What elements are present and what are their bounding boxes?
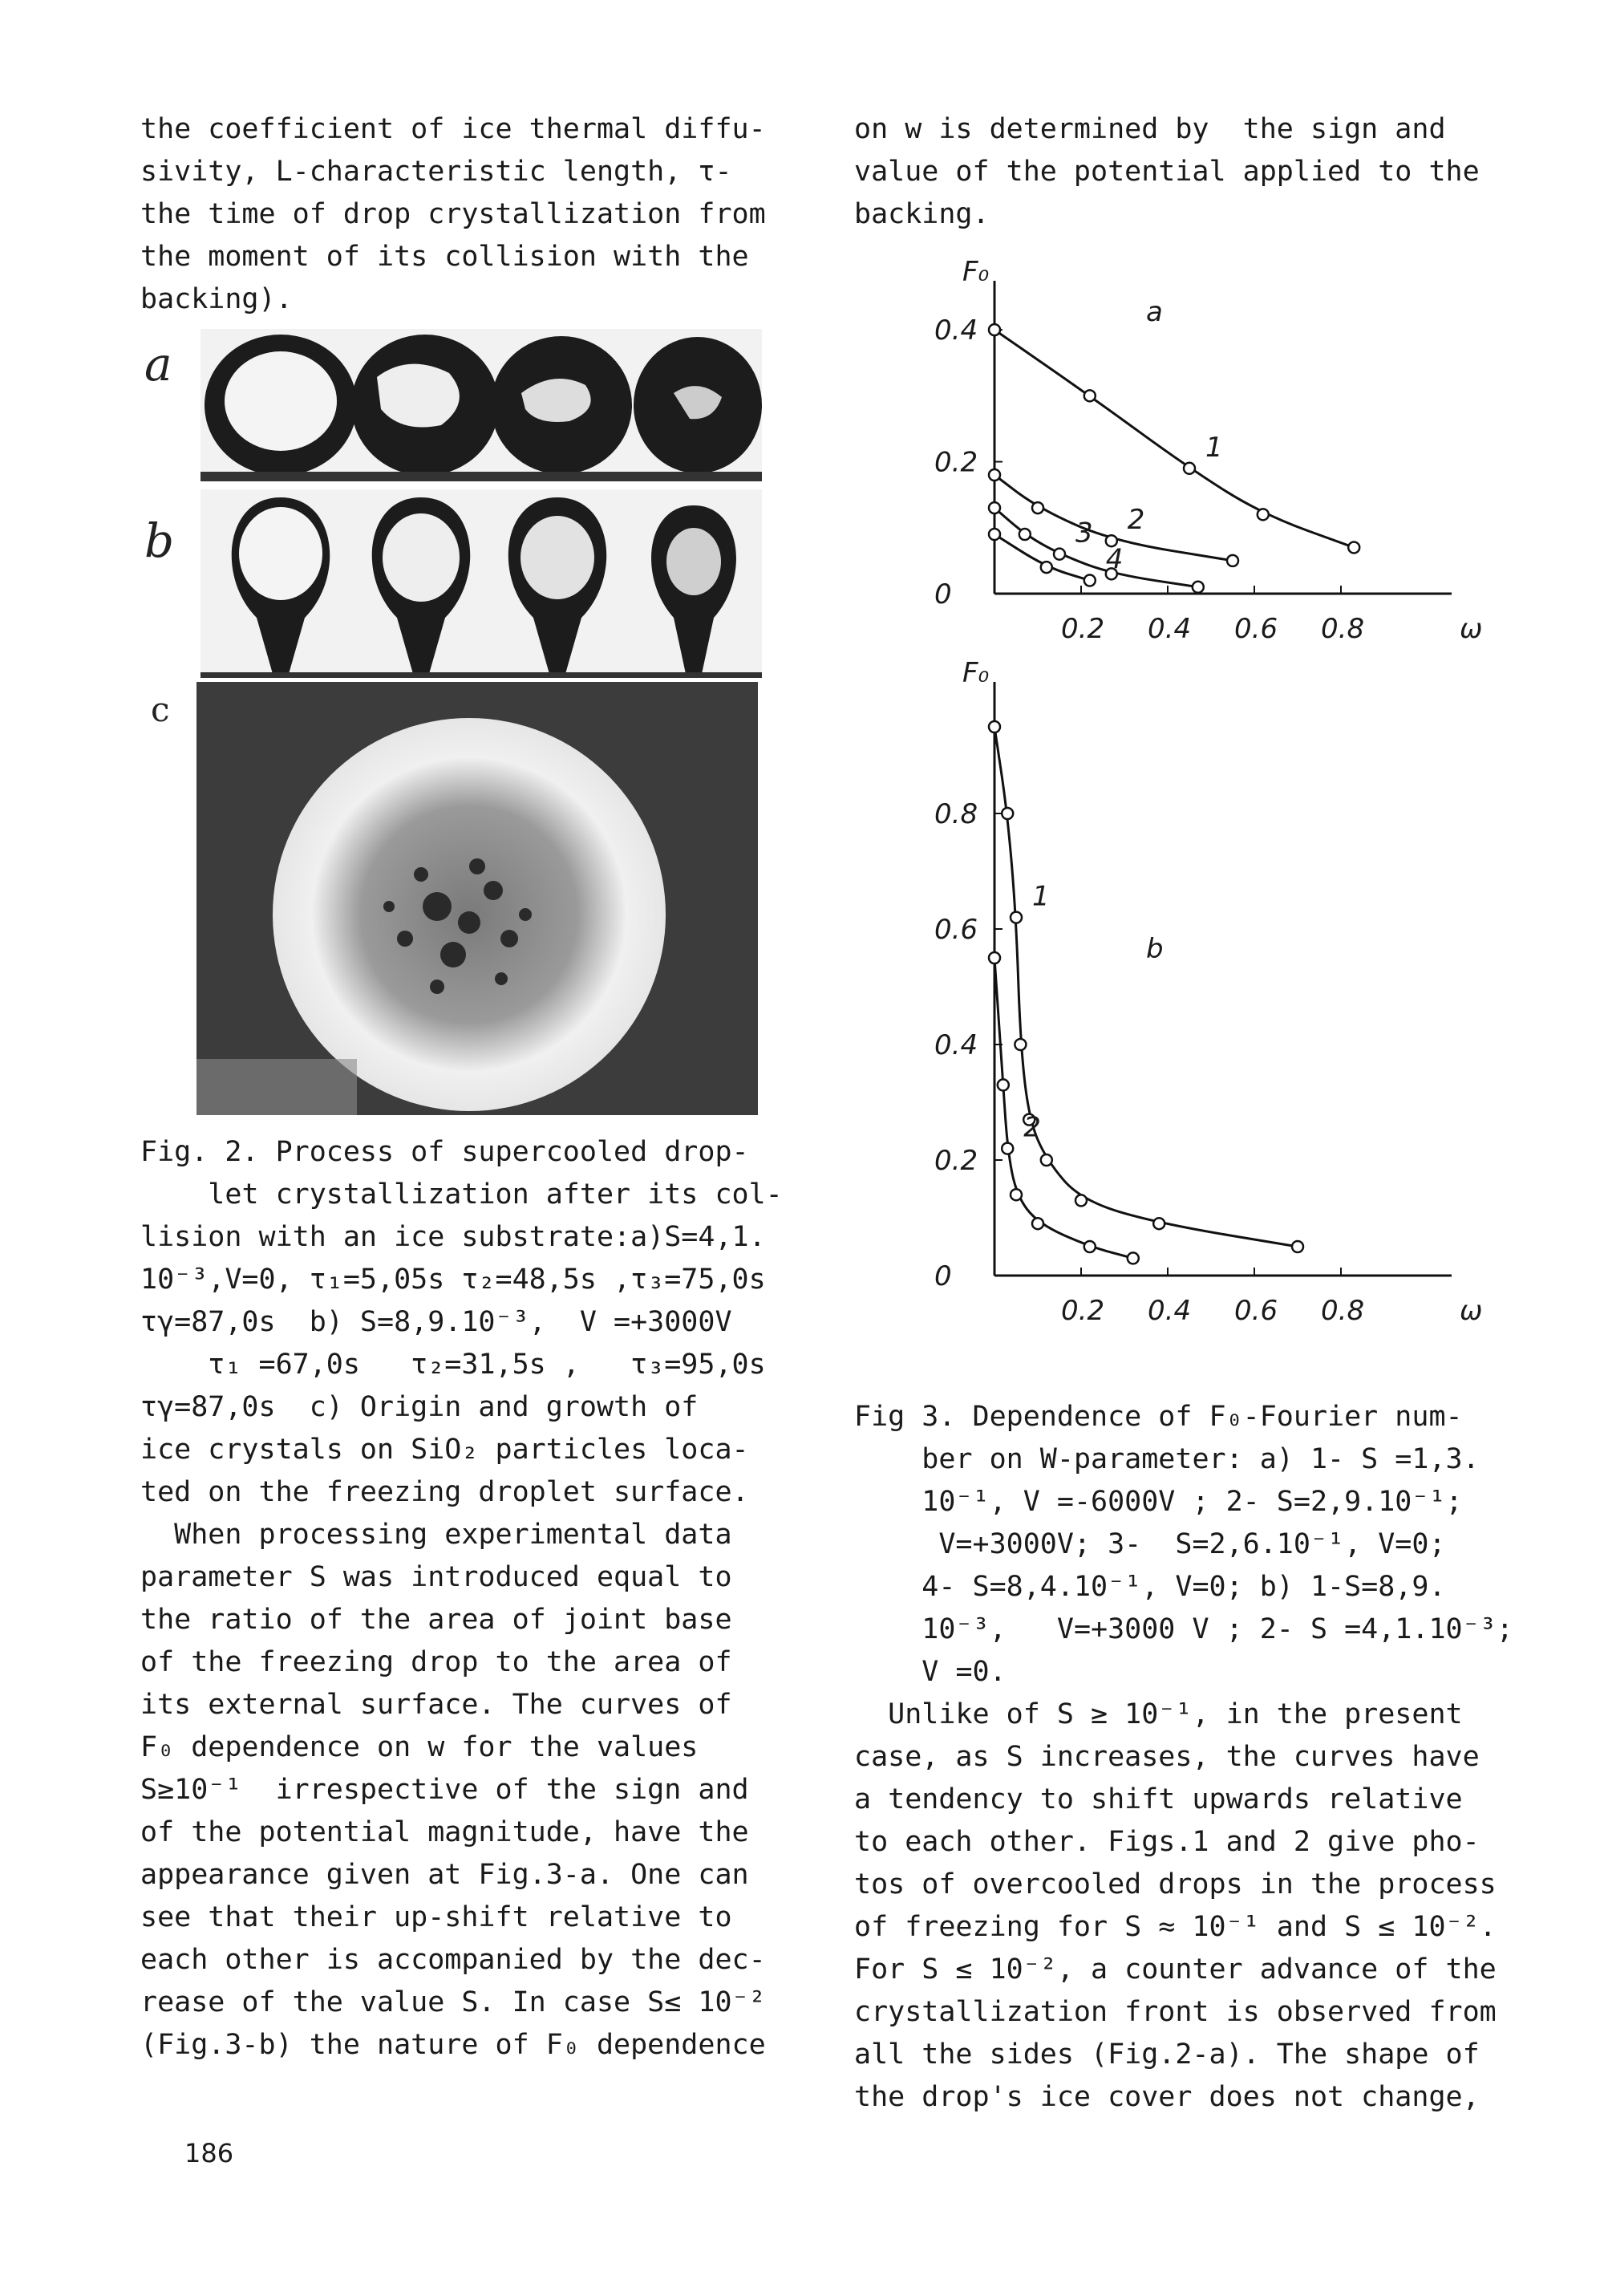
data-point [1041,1154,1052,1166]
photo-c-ice-crystals [196,682,758,1115]
x-tick-label: 0.4 [1148,613,1192,645]
data-point [989,324,1000,335]
fig3a-chart [914,256,1483,650]
data-point [998,1079,1009,1090]
intro-paragraph: the coefficient of ice thermal diffu- sivity, L-characteristic length, τ- the time of drop crystallization from the moment of its collision with the backing). [140,113,766,315]
right-column [854,108,1544,236]
y-tick-label: 0.4 [934,314,978,347]
series-label: 4 [1105,543,1124,576]
x-tick-label: 0.2 [1061,613,1105,645]
data-point [1128,1252,1139,1264]
series-line-1 [994,727,1298,1247]
data-point [1075,1195,1087,1206]
series-label: 2 [1023,1111,1041,1144]
data-point [1193,582,1204,593]
right-lower-text [854,1396,1560,2119]
series-line-1 [994,330,1354,547]
fig3-caption: Fig 3. Dependence of F₀-Fourier num- ber on W-parameter: a) 1- S =1,3. 10⁻¹, V =-6000V ; 2- S=2,9.10⁻¹; V=+3000V; 3- S=2,6.10⁻¹, V=0; 4- S=8,4.10⁻¹, V=0; b) 1-S=8,9. 10⁻³, V=+3000 V ; 2- S =4,1.10⁻³; V =0. [854,1401,1513,1688]
top-paragraph: on w is determined by the sign and value of the potential applied to the backing. [854,113,1480,230]
data-point [1258,509,1269,520]
data-point [1011,912,1022,923]
photo-label-a: a [144,337,172,391]
data-point [1002,1143,1013,1154]
drop-a2 [351,335,499,476]
data-point [1032,1218,1043,1229]
data-point [1184,463,1195,474]
y-tick-label: 0.4 [934,1029,978,1061]
x-tick-label: 0.2 [1061,1295,1105,1327]
drop-a3 [491,336,632,474]
fig2-caption: Fig. 2. Process of supercooled drop- let crystallization after its col- lision with an ice substrate:a)S=4,1. 10⁻³,V=0, τ₁=5,05s τ₂=48,5s ,τ₃=75,0s τγ=87,0s b) S=8,9.10⁻³, V =+3000V τ₁ =67,0s τ₂=31,5s , τ₃=95,0s τγ=87,0s c) Origin and growth of ice crystals on SiO₂ particles loca- ted on the freezing droplet surface. [140,1136,783,1508]
data-point [1292,1241,1303,1252]
series-label: 2 [1127,504,1145,537]
x-tick-label: 0.8 [1321,1295,1365,1327]
data-point [1015,1039,1026,1050]
panel-label: a [1146,296,1163,328]
data-point [1002,808,1013,819]
data-point [989,529,1000,540]
drop-a4 [634,337,762,473]
data-point [1153,1218,1165,1229]
y-tick-label: 0.8 [934,798,978,830]
y-tick-label: 0.2 [934,1145,978,1177]
data-point [989,469,1000,481]
data-point [989,721,1000,732]
photo-label-b: b [144,513,175,568]
bottom-paragraph: Unlike of S ≥ 10⁻¹, in the present case, as S increases, the curves have a tendency to shift upwards relative to each other. Figs.1 and 2 give pho- tos of overcooled drops in the process of freezing for S ≈ 10⁻¹ and S ≤ 10⁻². For S ≤ 10⁻², a counter advance of the crystallization front is observed from all the sides (Fig.2-a). The shape of the drop's ice cover does not change, [854,1698,1497,2113]
series-label: 3 [1075,517,1093,550]
y-tick-label: 0.2 [934,446,978,479]
left-column [140,108,806,321]
data-point [1084,575,1096,586]
series-label: 1 [1032,880,1050,913]
series-line-2 [994,958,1133,1258]
fig3b-chart [914,657,1483,1340]
data-point [1019,529,1031,540]
drop-a1 [205,335,357,476]
page-number: 186 [184,2138,234,2168]
data-point [1348,542,1359,553]
series-label: 1 [1205,431,1223,464]
data-point [1041,562,1052,573]
left-lower-text [140,1131,806,2067]
data-point [989,952,1000,963]
data-point [1011,1189,1022,1200]
data-point [1227,555,1238,566]
y-tick-label: 0.6 [934,914,978,946]
photo-label-c: c [151,690,170,729]
y-tick-label: 0 [934,1260,952,1292]
x-tick-label: 0.8 [1321,613,1365,645]
data-point [1054,549,1065,560]
y-tick-label: 0 [934,578,952,611]
x-axis-label: ω [1460,613,1483,645]
data-point [1032,502,1043,513]
y-axis-label: F₀ [962,256,990,288]
series-line-3 [994,508,1198,587]
data-point [1084,1241,1096,1252]
x-axis-label: ω [1460,1295,1483,1327]
photo-a-drops [200,329,762,481]
x-tick-label: 0.6 [1234,1295,1278,1327]
y-axis-label: F₀ [962,657,990,689]
x-tick-label: 0.4 [1148,1295,1192,1327]
data-point [989,502,1000,513]
photo-b-drops [200,489,762,678]
body-paragraph: When processing experimental data parameter S was introduced equal to the ratio of the area of joint base of the freezing drop to the area of its external surface. The curves of F₀ dependence on w for the values S≥10⁻¹ irrespective of the sign and of the potential magnitude, have the appearance given at Fig.3-a. One can see that their up-shift relative to each other is accompanied by the dec- rease of the value S. In case S≤ 10⁻² (Fig.3-b) the nature of F₀ dependence [140,1519,766,2061]
data-point [1084,390,1096,401]
x-tick-label: 0.6 [1234,613,1278,645]
panel-label: b [1146,933,1164,965]
